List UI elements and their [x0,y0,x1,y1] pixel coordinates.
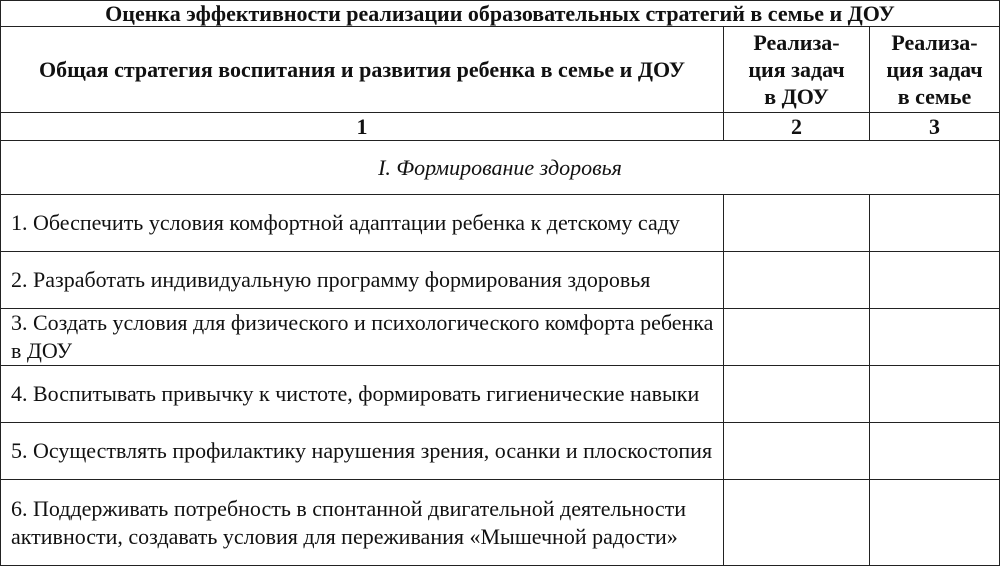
header-dou: Реализа- ция задач в ДОУ [724,27,870,113]
dou-cell [724,252,870,309]
column-number-row [1,113,1000,141]
header-row [1,27,1000,113]
header-family: Реализа- ция задач в семье [870,27,1000,113]
dou-cell [724,195,870,252]
table-row [1,309,1000,366]
table-row [1,366,1000,423]
family-cell [870,309,1000,366]
dou-cell [724,480,870,566]
table-title: Оценка эффективности реализации образовательных стратегий в семье и ДОУ [1,1,1000,27]
table-row [1,195,1000,252]
title-row [1,1,1000,27]
table-row [1,252,1000,309]
column-number: 1 [1,113,724,141]
table-row [1,423,1000,480]
section-heading: I. Формирование здоровья [1,141,1000,195]
dou-cell [724,366,870,423]
family-cell [870,423,1000,480]
family-cell [870,480,1000,566]
section-row [1,141,1000,195]
dou-cell [724,309,870,366]
family-cell [870,252,1000,309]
task-text: 5. Осуществлять профилактику нарушения зрения, осанки и плоскостопия [1,423,724,480]
task-text: 4. Воспитывать привычку к чистоте, формировать гигиенические навыки [1,366,724,423]
column-number: 3 [870,113,1000,141]
family-cell [870,366,1000,423]
column-number: 2 [724,113,870,141]
task-text: 6. Поддерживать потребность в спонтанной двигательной деятельности активности, создавать условия для переживания «Мышечной радости» [1,480,724,566]
task-text: 1. Обеспечить условия комфортной адаптации ребенка к детскому саду [1,195,724,252]
table-row [1,480,1000,566]
header-strategy: Общая стратегия воспитания и развития ребенка в семье и ДОУ [1,27,724,113]
dou-cell [724,423,870,480]
task-text: 2. Разработать индивидуальную программу формирования здоровья [1,252,724,309]
family-cell [870,195,1000,252]
task-text: 3. Создать условия для физического и психологического комфорта ребенка в ДОУ [1,309,724,366]
